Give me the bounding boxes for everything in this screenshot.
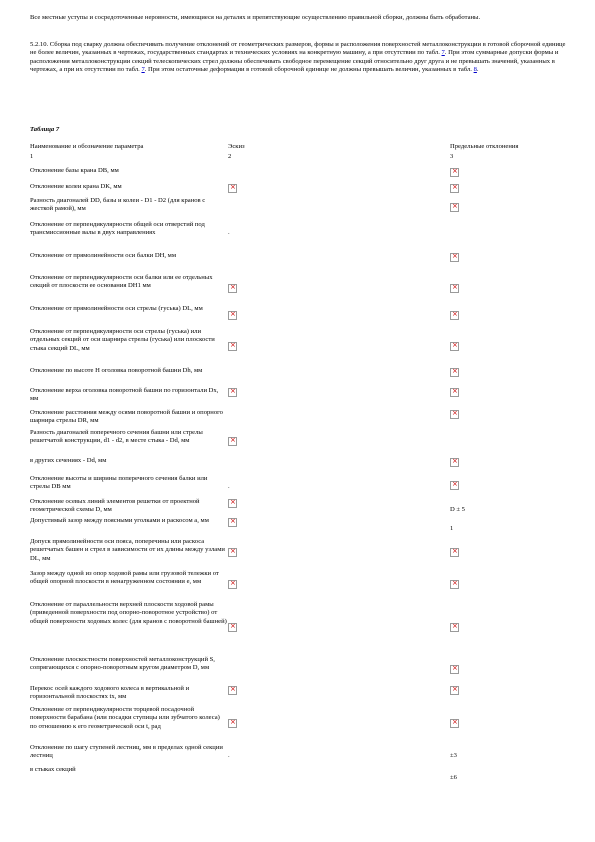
link-table-7-second[interactable]: 7 <box>141 66 145 74</box>
table-row <box>30 656 570 685</box>
table-row <box>30 457 570 475</box>
broken-image-icon <box>450 388 459 397</box>
broken-image-icon <box>228 719 237 728</box>
broken-image-icon <box>450 184 459 193</box>
sketch-cell <box>228 183 450 197</box>
sketch-cell <box>228 167 450 183</box>
sketch-cell <box>228 656 450 685</box>
limit-cell <box>450 409 570 429</box>
table-row <box>30 570 570 601</box>
limit-cell-text: ±3 <box>450 752 457 759</box>
broken-image-icon <box>228 184 237 193</box>
table-row <box>30 387 570 409</box>
limit-cell <box>450 538 570 570</box>
parameter-cell: Допуск прямолинейности оси пояса, поперечины или раскоса решетчатых башен и стрел в зависимости от их длины между узлами DL, мм <box>30 538 225 562</box>
table-row <box>30 274 570 305</box>
broken-image-icon <box>228 623 237 632</box>
parameter-cell: Отклонение по шагу ступеней лестниц, мм в пределах одной секции лестниц <box>30 744 223 760</box>
parameter-cell: Отклонение от прямолинейности оси стрелы (гуська) DL, мм <box>30 305 203 312</box>
parameter-cell: Отклонение верха оголовка поворотной башни по горизонтали Dx, мм <box>30 387 219 403</box>
parameter-cell: Отклонение от перпендикулярности оси стрелы (гуська) или отдельных секций от оси шарнира стрелы (гуська) или плоскости стыка секций DL, мм <box>30 328 215 352</box>
parameter-cell: Отклонение от перпендикулярности торцевой посадочной поверхности барабана (или посадки ступицы или зубчатого колеса) по отношению к его геометрической оси t, рад <box>30 706 220 730</box>
broken-image-icon <box>228 686 237 695</box>
broken-image-icon <box>450 458 459 467</box>
table-row <box>30 197 570 221</box>
broken-image-icon <box>228 437 237 446</box>
limit-cell <box>450 197 570 221</box>
parameter-cell: в других сечениях - Dd, мм <box>30 457 107 464</box>
sketch-cell <box>228 685 450 706</box>
broken-image-icon <box>450 311 459 320</box>
limit-cell <box>450 601 570 656</box>
limit-cell <box>450 429 570 457</box>
parameter-cell: Отклонение колеи крана DK, мм <box>30 183 122 190</box>
column-number-1: 1 <box>30 153 34 160</box>
table-row <box>30 167 570 183</box>
limit-cell <box>450 685 570 706</box>
limit-cell <box>450 328 570 367</box>
limit-cell-text: 1 <box>450 525 454 532</box>
sketch-cell <box>228 766 450 782</box>
broken-image-icon <box>228 548 237 557</box>
sketch-cell <box>228 601 450 656</box>
limit-cell-text: D ± 5 <box>450 506 465 513</box>
sketch-cell <box>228 744 450 766</box>
sketch-cell <box>228 475 450 498</box>
broken-image-icon <box>450 203 459 212</box>
broken-image-icon <box>228 499 237 508</box>
parameter-cell: в стыках секций <box>30 766 76 773</box>
limit-cell <box>450 221 570 252</box>
parameter-cell: Отклонение от перпендикулярности оси балки или ее отдельных секций от плоскости ее основания DH1 мм <box>30 274 213 290</box>
parameter-cell: Разность диагоналей DD, базы и колеи - D1 - D2 (для кранов с жесткой рамой), мм <box>30 197 206 213</box>
limit-cell <box>450 517 570 538</box>
tolerances-table <box>30 143 570 782</box>
sketch-cell <box>228 517 450 538</box>
table-row <box>30 766 570 782</box>
table-row <box>30 538 570 570</box>
sketch-cell <box>228 367 450 387</box>
broken-image-icon <box>450 580 459 589</box>
table-row <box>30 498 570 517</box>
paragraph-intro: Все местные уступы и сосредоточенные неровности, имеющиеся на деталях и препятствующие осуществлению правильной сборки, должны быть обработаны. <box>30 14 481 21</box>
table-row <box>30 685 570 706</box>
table-row <box>30 475 570 498</box>
broken-image-icon <box>228 284 237 293</box>
parameter-cell: Перекос осей каждого ходового колеса в вертикальной и горизонтальной плоскостях tx, мм <box>30 685 190 701</box>
broken-image-icon <box>228 518 237 527</box>
limit-cell <box>450 252 570 274</box>
limit-cell <box>450 387 570 409</box>
table-row <box>30 517 570 538</box>
parameter-cell: Разность диагоналей поперечного сечения башни или стрелы решетчатой конструкции, d1 - d2, в месте стыка - Dd, мм <box>30 429 203 445</box>
table-row <box>30 328 570 367</box>
header-limit: Предельные отклонения <box>450 143 519 150</box>
limit-cell <box>450 167 570 183</box>
broken-image-icon <box>450 623 459 632</box>
limit-cell <box>450 457 570 475</box>
sketch-cell <box>228 498 450 517</box>
parameter-cell: Допустимый зазор между поясными уголками и раскосом a, мм <box>30 517 209 524</box>
table-row <box>30 221 570 252</box>
limit-cell <box>450 766 570 782</box>
sketch-cell <box>228 387 450 409</box>
limit-cell <box>450 183 570 197</box>
broken-image-icon <box>450 548 459 557</box>
table-row <box>30 706 570 744</box>
broken-image-icon <box>450 719 459 728</box>
table-row <box>30 601 570 656</box>
parameter-cell: Отклонение по высоте H оголовка поворотной башни Dh, мм <box>30 367 203 374</box>
sketch-cell <box>228 409 450 429</box>
broken-image-icon <box>450 410 459 419</box>
limit-cell <box>450 744 570 766</box>
link-table-8[interactable]: 8 <box>473 66 477 74</box>
limit-cell <box>450 706 570 744</box>
sketch-cell <box>228 457 450 475</box>
parameter-cell: Отклонение высоты и ширины поперечного сечения балки или стрелы DB мм <box>30 475 208 491</box>
limit-cell-text: ±6 <box>450 774 457 781</box>
limit-cell <box>450 305 570 328</box>
link-table-7[interactable]: 7 <box>441 49 445 57</box>
sketch-cell <box>228 221 450 252</box>
broken-image-icon <box>450 168 459 177</box>
parameter-cell: Отклонение от прямолинейности оси балки DH, мм <box>30 252 177 259</box>
broken-image-icon <box>228 580 237 589</box>
paragraph-5-2-10: 5.2.10. Сборка под сварку должна обеспечивать получение отклонений от геометрических размеров, формы и расположения поверхностей металлоконструкции в готовой сборочной единице не более величин, указанных в чертежах, государственных стандартах и технических условиях на конкретную машину, а при отсутствии по табл. 7. При этом суммарные допуски формы и расположения металлоконструкции секций телескопических стрел должны обеспечивать свободное перемещение секций относительно друг друга и не превышать значений, указанных в чертежах, а при их отсутствии по табл. 7. При этом остаточные деформации в готовой сборочной единице не должны превышать величин, указанных в табл. 8. <box>30 41 566 74</box>
broken-image-icon <box>450 284 459 293</box>
table-row <box>30 252 570 274</box>
parameter-cell: Зазор между одной из опор ходовой рамы или грузовой тележки от общей опорной плоскости в ненагруженном состоянии e, мм <box>30 570 219 586</box>
table-row <box>30 367 570 387</box>
table-row <box>30 429 570 457</box>
table-column-numbers-row <box>30 153 570 167</box>
sketch-cell <box>228 570 450 601</box>
limit-cell <box>450 475 570 498</box>
sketch-cell <box>228 305 450 328</box>
table-row <box>30 744 570 766</box>
table-row <box>30 305 570 328</box>
broken-image-icon <box>450 481 459 490</box>
broken-image-icon <box>450 253 459 262</box>
column-number-3: 3 <box>450 153 454 160</box>
column-number-2: 2 <box>228 153 232 160</box>
table-header-row <box>30 143 570 153</box>
table-row <box>30 409 570 429</box>
header-sketch: Эскиз <box>228 143 245 150</box>
sketch-cell <box>228 274 450 305</box>
broken-image-icon <box>228 388 237 397</box>
header-parameter: Наименование и обозначение параметра <box>30 143 144 150</box>
broken-image-icon <box>450 342 459 351</box>
parameter-cell: Отклонение от перпендикулярности общей оси отверстий под трансмиссионные валы в двух направлениях <box>30 221 205 237</box>
broken-image-icon <box>228 311 237 320</box>
broken-image-icon <box>228 342 237 351</box>
sketch-cell <box>228 429 450 457</box>
sketch-cell-text: . <box>228 752 230 759</box>
broken-image-icon <box>450 665 459 674</box>
limit-cell <box>450 367 570 387</box>
broken-image-icon <box>450 368 459 377</box>
sketch-cell <box>228 252 450 274</box>
sketch-cell <box>228 538 450 570</box>
sketch-cell <box>228 706 450 744</box>
limit-cell <box>450 498 570 517</box>
sketch-cell-text: . <box>228 229 230 236</box>
sketch-cell-text: . <box>228 483 230 490</box>
sketch-cell <box>228 197 450 221</box>
parameter-cell: Отклонение плоскостности поверхностей металлоконструкций S, сопрягающихся с опорно-поворотным кругом диаметром D, мм <box>30 656 215 672</box>
limit-cell <box>450 274 570 305</box>
table-row <box>30 183 570 197</box>
table-caption: Таблица 7 <box>30 126 60 133</box>
parameter-cell: Отклонение расстояния между осями поворотной башни и опорного шарнира стрелы DR, мм <box>30 409 223 425</box>
limit-cell <box>450 656 570 685</box>
limit-cell <box>450 570 570 601</box>
sketch-cell <box>228 328 450 367</box>
broken-image-icon <box>450 686 459 695</box>
parameter-cell: Отклонение осевых линий элементов решетки от проектной геометрической схемы D, мм <box>30 498 200 514</box>
parameter-cell: Отклонение базы крана DB, мм <box>30 167 119 174</box>
parameter-cell: Отклонение от параллельности верхней плоскости ходовой рамы (приведенной поверхности под опорно-поворотное устройство) от общей поверхности ходовых колес (для кранов с поворотной башней) <box>30 601 227 625</box>
